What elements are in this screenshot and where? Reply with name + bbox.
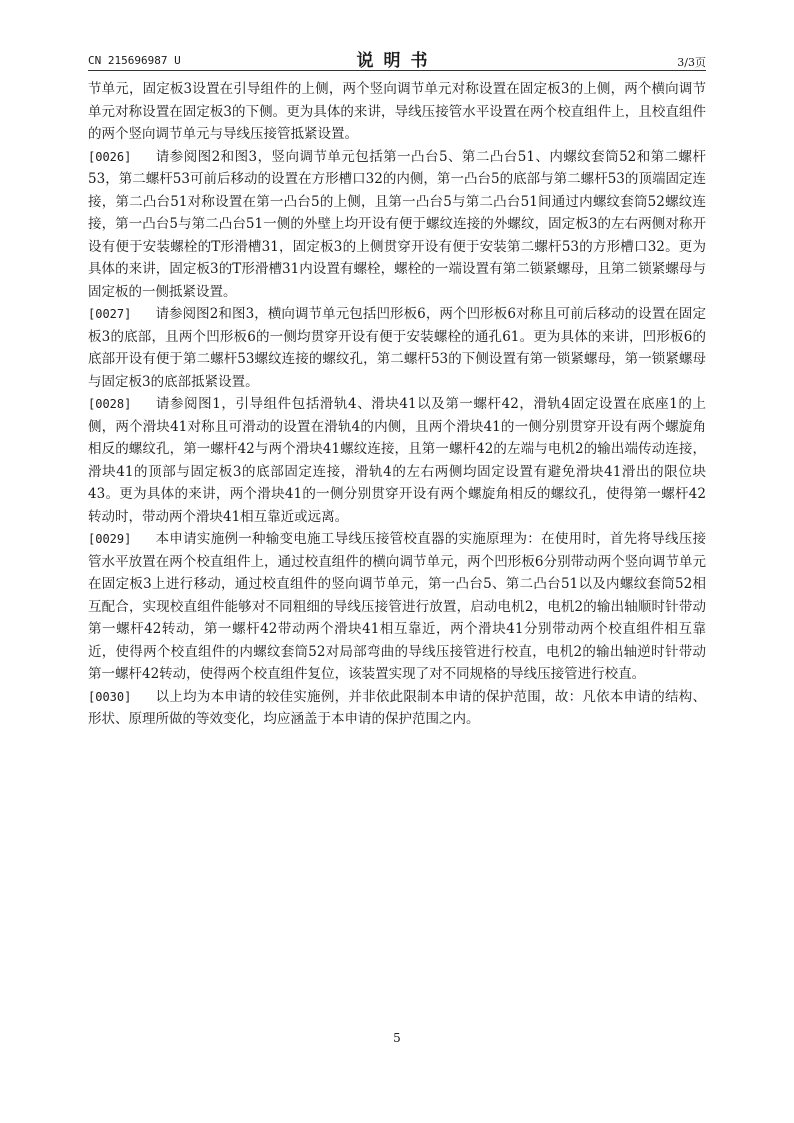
paragraph-0026 <box>88 146 706 304</box>
paragraph-text: 节单元，固定板3设置在引导组件的上侧，两个竖向调节单元对称设置在固定板3的上侧，两个横向调节单元对称设置在固定板3的下侧。更为具体的来讲，导线压接管水平设置在两个校直组件上，且校直组件的两个竖向调节单元与导线压接管抵紧设置。 <box>88 81 706 142</box>
paragraph-text: 本申请实施例一种输变电施工导线压接管校直器的实施原理为：在使用时，首先将导线压接管水平放置在两个校直组件上，通过校直组件的横向调节单元，两个凹形板6分别带动两个竖向调节单元在固定板3上进行移动，通过校直组件的竖向调节单元，第一凸台5、第二凸台51以及内螺纹套筒52相互配合，实现校直组件能够对不同粗细的导线压接管进行放置，启动电机2，电机2的输出轴顺时针带动第一螺杆42转动，第一螺杆42带动两个滑块41相互靠近，两个滑块41分别带动两个校直组件相互靠近，使得两个校直组件的内螺纹套筒52对局部弯曲的导线压接管进行校直，电机2的输出轴逆时针带动第一螺杆42转动，使得两个校直组件复位，该装置实现了对不同规格的导线压接管进行校直。 <box>88 531 706 682</box>
paragraph-number: [0030] <box>88 689 132 704</box>
paragraph-text: 请参阅图2和图3，竖向调节单元包括第一凸台5、第二凸台51、内螺纹套筒52和第二螺杆53，第二螺杆53可前后移动的设置在方形槽口32的内侧，第一凸台5的底部与第二螺杆53的顶端固定连接，第二凸台51对称设置在第一凸台5的上侧，且第一凸台5与第二凸台51间通过内螺纹套筒52螺纹连接，第一凸台5与第二凸台51一侧的外壁上均开设有便于螺纹连接的外螺纹，固定板3的左右两侧对称开设有便于安装螺栓的T形滑槽31，固定板3的上侧贯穿开设有便于安装第二螺杆53的方形槽口32。更为具体的来讲，固定板3的T形滑槽31内设置有螺栓，螺栓的一端设置有第二锁紧螺母，且第二锁紧螺母与固定板的一侧抵紧设置。 <box>88 148 706 300</box>
paragraph-text: 请参阅图2和图3，横向调节单元包括凹形板6，两个凹形板6对称且可前后移动的设置在固定板3的底部，且两个凹形板6的一侧均贯穿开设有便于安装螺栓的通孔61。更为具体的来讲，凹形板6的底部开设有便于第二螺杆53螺纹连接的螺纹孔，第二螺杆53的下侧设置有第一锁紧螺母，第一锁紧螺母与固定板3的底部抵紧设置。 <box>88 306 706 390</box>
page-info: 3/3页 <box>677 56 706 69</box>
paragraph-number: [0029] <box>88 532 132 546</box>
document-body <box>88 78 706 731</box>
page-number: 5 <box>393 1031 401 1045</box>
paragraph-0030 <box>88 686 706 731</box>
paragraph-0029 <box>88 528 706 686</box>
paragraph-text: 以上均为本申请的较佳实施例，并非依此限制本申请的保护范围，故：凡依本申请的结构、形状、原理所做的等效变化，均应涵盖于本申请的保护范围之内。 <box>88 688 706 727</box>
page-header <box>88 44 706 71</box>
paragraph-number: [0028] <box>88 397 132 411</box>
document-number: CN 215696987 U <box>88 54 181 67</box>
paragraph-continued <box>88 78 706 146</box>
paragraph-0027 <box>88 303 706 393</box>
paragraph-text: 请参阅图1，引导组件包括滑轨4、滑块41以及第一螺杆42，滑轨4固定设置在底座1的上侧，两个滑块41对称且可滑动的设置在滑轨4的内侧，且两个滑块41的一侧分别贯穿开设有两个螺旋角相反的螺纹孔，第一螺杆42与两个滑块41螺纹连接，且第一螺杆42的左端与电机2的输出端传动连接，滑块41的顶部与固定板3的底部固定连接，滑轨4的左右两侧均固定设置有避免滑块41滑出的限位块43。更为具体的来讲，两个滑块41的一侧分别贯穿开设有两个螺旋角相反的螺纹孔，使得第一螺杆42转动时，带动两个滑块41相互靠近或远离。 <box>88 396 706 525</box>
paragraph-number: [0027] <box>88 307 132 321</box>
paragraph-number: [0026] <box>88 149 132 164</box>
paragraph-0028 <box>88 393 706 528</box>
document-title: 说明书 <box>356 51 438 71</box>
